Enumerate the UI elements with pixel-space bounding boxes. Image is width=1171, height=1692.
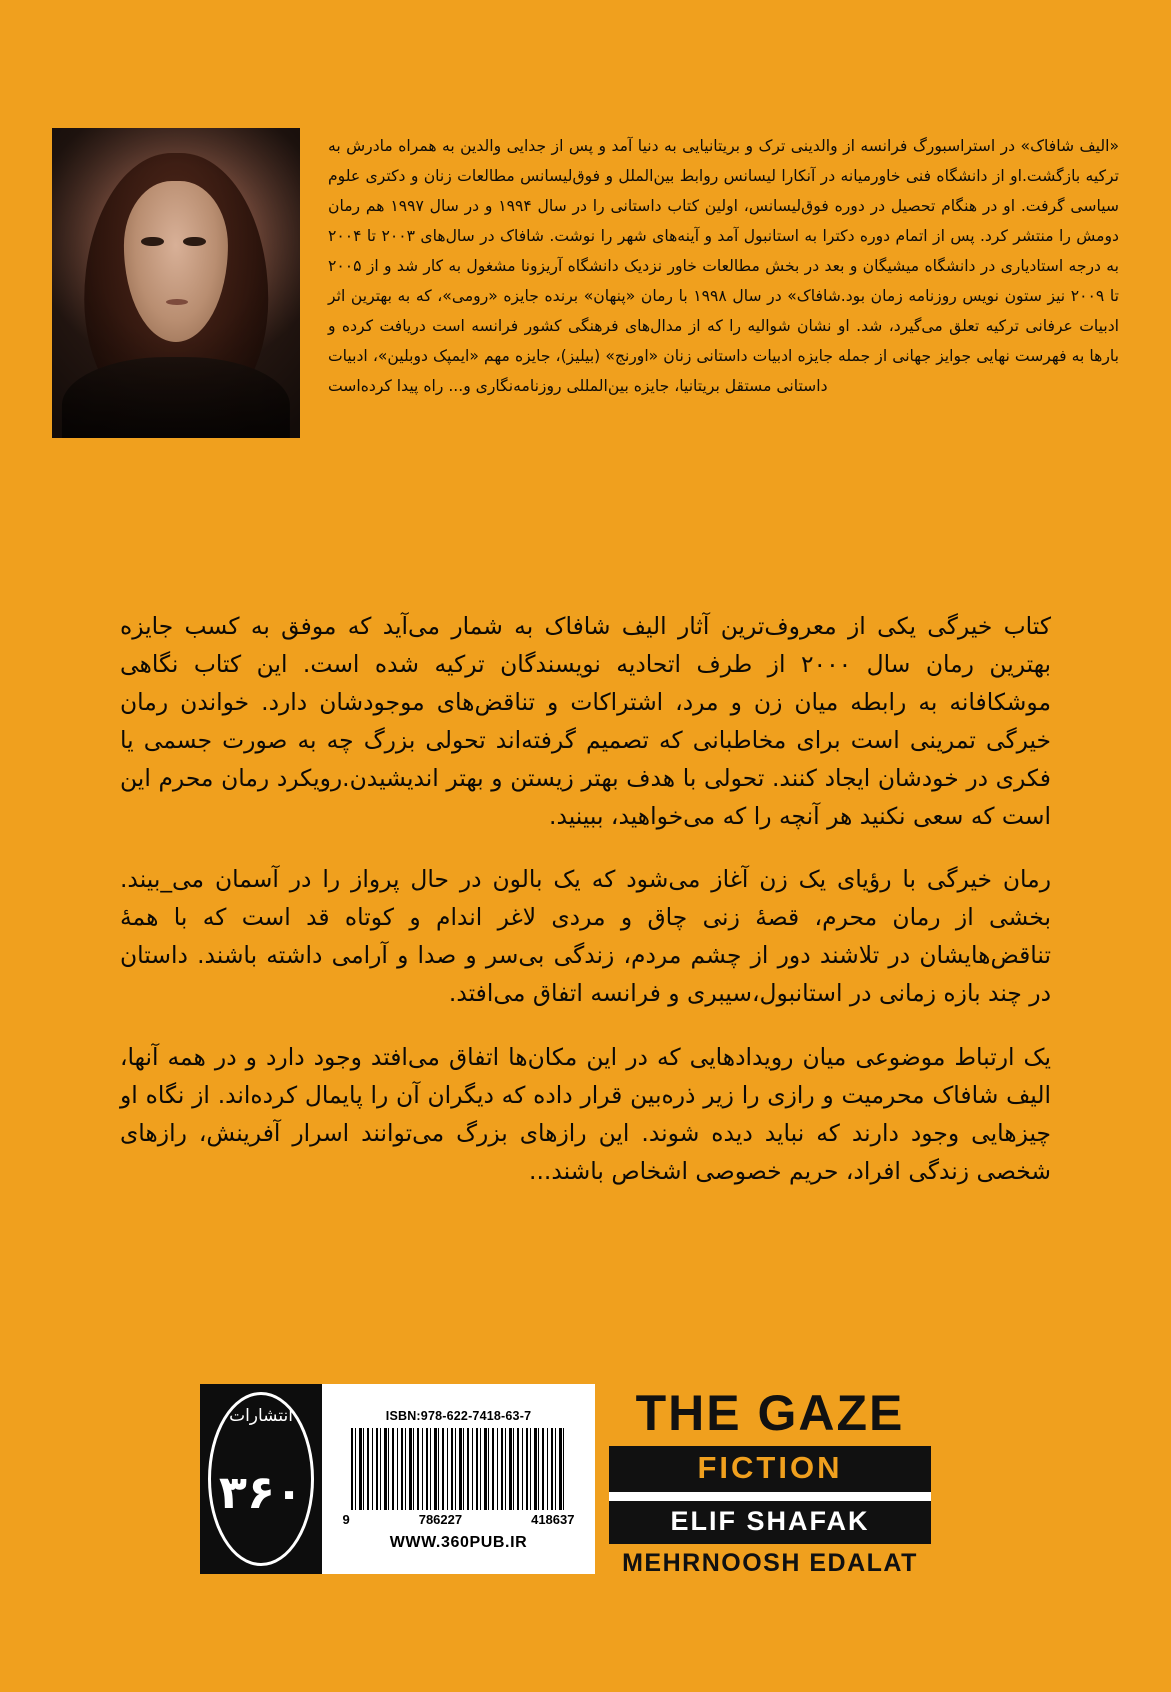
title-divider — [609, 1492, 931, 1501]
author-biography-text: «الیف شافاک» در استراسبورگ فرانسه از والدینی ترک و بریتانیایی به دنیا آمد و پس از جدایی والدین به همراه مادرش به ترکیه بازگشت.او از دانشگاه فنی خاورمیانه در آنکارا لیسانس روابط بین‌الملل و فوق‌لیسانس مطالعات زنان و دکتری علوم سیاسی گرفت. او در هنگام تحصیل در دوره فوق‌لیسانس، اولین کتاب داستانی را در سال ۱۹۹۴ و در سال ۱۹۹۷ هم رمان دومش را منتشر کرد. پس از اتمام دوره دکترا به استانبول آمد و آینه‌های شهر را نوشت. شافاک در سال‌های ۲۰۰۳ تا ۲۰۰۴ به درجه استادیاری در دانشگاه میشیگان و بعد در بخش مطالعات خاور نزدیک دانشگاه آریزونا مشغول به کار شد و از ۲۰۰۵ تا ۲۰۰۹ نیز ستون نویس روزنامه زمان بود.شافاک» در سال ۱۹۹۸ با رمان «پنهان» برنده جایزه «رومی»، که به بهترین اثر ادبیات عرفانی ترکیه تعلق می‌گیرد، شد. او نشان شوالیه را که از مدال‌های فرهنگی کشور فرانسه است دریافت کرده و بارها به فهرست نهایی جوایز جهانی از جمله جایزه ادبیات داستانی زنان «اورنج» (بیلیز)، جایزه مهم «ایمپک دوبلین»، ادبیات داستانی مستقل بریتانیا، جایزه بین‌المللی روزنامه‌نگاری و... راه پیدا کرده‌است — [328, 137, 1119, 395]
publisher-number: ۳۶۰ — [218, 1465, 304, 1519]
description-paragraph-2: رمان خیرگی با رؤیای یک زن آغاز می‌شود که یک بالون در حال پرواز را در آسمان می‌_بیند. بخشی از رمان محرم، قصهٔ زنی چاق و مردی لاغر اندام و کوتاه قد است که با همهٔ تناقض‌هایشان در تلاشند دور از چشم مردم، زندگی بی‌سر و صدا و آرامی داشته باشند. داستان در چند بازه زمانی در استانبول،سیبری و فرانسه اتفاق می‌افتد. — [120, 865, 1051, 1008]
publisher-website[interactable]: WWW.360PUB.IR — [389, 1533, 528, 1551]
isbn-number: ISBN:978-622-7418-63-7 — [385, 1408, 532, 1423]
book-description — [120, 608, 1051, 1191]
isbn-publisher-panel — [200, 1384, 595, 1574]
book-translator: MEHRNOOSH EDALAT — [622, 1549, 918, 1577]
book-title: THE GAZE — [635, 1385, 905, 1441]
description-paragraph-1: کتاب خیرگی یکی از معروف‌ترین آثار الیف شافاک به شمار می‌آید که موفق به کسب جایزه بهترین رمان سال ۲۰۰۰ از طرف اتحادیه نویسندگان ترکیه شده است. این کتاب نگاهی موشکافانه به رابطه میان زن و مرد، اشتراکات و تناقض‌های موجودشان دارد. خواندن رمان خیرگی تمرینی است برای مخاطبانی که تصمیم گرفته‌اند تحولی بزرگ چه به صورت جسمی یا فکری در خودشان ایجاد کنند. تحولی با هدف بهتر زیستن و بهتر اندیشیدن.رویکرد رمان محرم این است که سعی نکنید هر آنچه را که می‌خواهید، ببینید. — [120, 612, 1052, 830]
publisher-name: انتشارات — [229, 1406, 293, 1426]
book-category: FICTION — [609, 1446, 931, 1492]
description-paragraph-3: یک ارتباط موضوعی میان رویدادهایی که در این مکان‌ها اتفاق می‌افتد وجود دارد و در همه آنها، الیف شافاک محرمیت و رازی را زیر ذره‌بین قرار داده که دیگران آن را پایمال کرده‌اند. از نگاه او چیزهایی وجود دارند که نباید دیده شوند. این رازهای بزرگ می‌توانند اسرار آفرینش، رازهای شخصی زندگی افراد، حریم خصوصی اشخاص باشند... — [120, 1043, 1051, 1185]
cover-footer — [0, 1356, 1171, 1596]
author-portrait-photo — [52, 128, 300, 438]
portrait-vignette — [52, 128, 300, 438]
barcode-digits — [343, 1512, 575, 1527]
barcode-image — [351, 1428, 566, 1510]
author-block — [52, 128, 1119, 438]
barcode-area — [322, 1384, 595, 1574]
barcode-digit-prefix: 9 — [342, 1511, 350, 1527]
barcode-digits-left: 786227 — [418, 1511, 463, 1527]
title-block — [609, 1387, 931, 1578]
barcode-digits-right: 418637 — [531, 1511, 575, 1527]
book-author: ELIF SHAFAK — [609, 1501, 931, 1544]
publisher-logo — [200, 1384, 322, 1574]
